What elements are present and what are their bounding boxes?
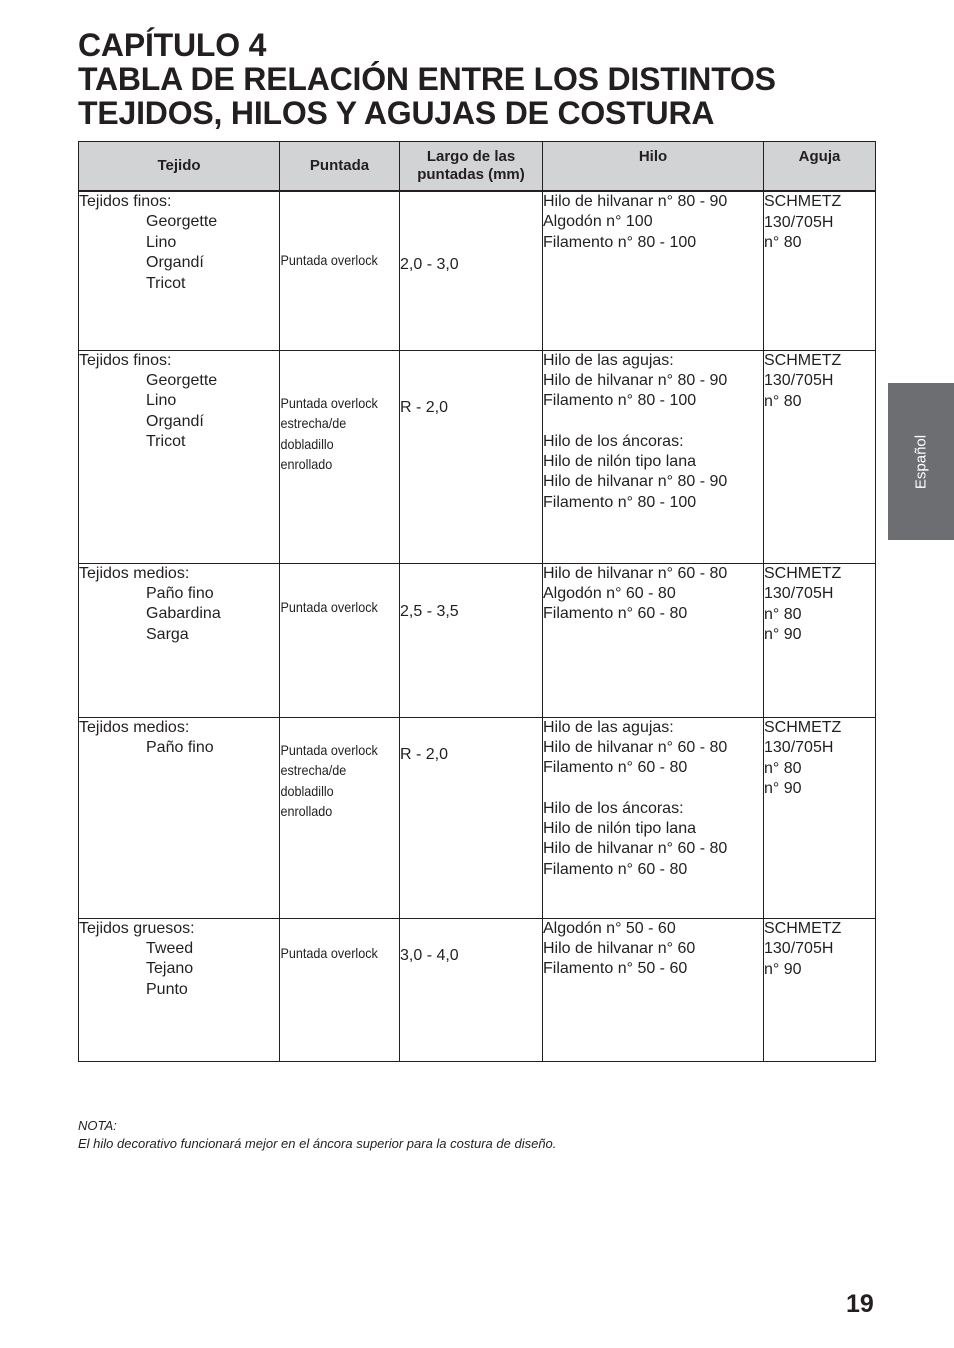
hilo-line: Filamento n° 80 - 100 — [543, 233, 697, 251]
hilo-line: Hilo de hilvanar n° 60 - 80 — [543, 564, 728, 582]
table-row — [79, 350, 876, 563]
puntada-line: dobladillo — [279, 435, 334, 452]
cell-largo — [400, 350, 543, 563]
aguja-line: n° 80 — [764, 234, 802, 251]
tejido-item: Lino — [146, 392, 177, 410]
hilo-line: Hilo de los áncoras: — [543, 432, 684, 450]
hilo-line: Filamento n° 50 - 60 — [543, 960, 688, 978]
tejido-item: Organdí — [146, 254, 204, 272]
aguja-line: SCHMETZ — [764, 919, 842, 937]
largo-value: 2,0 - 3,0 — [400, 256, 459, 273]
chapter-title — [78, 28, 776, 130]
tejido-item: Lino — [146, 233, 177, 251]
tejido-category: Tejidos medios: — [79, 718, 190, 736]
puntada-line: Puntada overlock — [279, 741, 378, 758]
cell-tejido — [79, 918, 280, 1061]
hilo-line: Algodón n° 60 - 80 — [543, 584, 676, 602]
cell-puntada — [280, 563, 388, 717]
note-text: El hilo decorativo funcionará mejor en el áncora superior para la costura de diseño. — [78, 1136, 557, 1151]
aguja-line: 130/705H — [764, 739, 834, 756]
hilo-line: Hilo de hilvanar n° 60 — [543, 939, 696, 957]
hilo-line: Hilo de nilón tipo lana — [543, 819, 696, 837]
hilo-line: Hilo de hilvanar n° 80 - 90 — [543, 371, 728, 389]
cell-aguja — [764, 350, 876, 563]
tejido-category: Tejidos finos: — [79, 351, 172, 369]
hilo-line: Filamento n° 80 - 100 — [543, 493, 697, 511]
largo-value: R - 2,0 — [400, 398, 449, 416]
hilo-line: Hilo de nilón tipo lana — [543, 452, 696, 470]
header-aguja: Aguja — [764, 142, 876, 192]
tejido-item: Sarga — [146, 625, 189, 643]
chapter-title-line-3: TEJIDOS, HILOS Y AGUJAS DE COSTURA — [78, 95, 715, 131]
tejido-item: Paño fino — [146, 738, 214, 756]
hilo-line: Filamento n° 60 - 80 — [543, 605, 688, 623]
hilo-line: Hilo de hilvanar n° 80 - 90 — [543, 193, 728, 210]
cell-largo — [400, 918, 543, 1061]
cell-hilo — [543, 350, 764, 563]
hilo-line: Hilo de las agujas: — [543, 351, 674, 369]
tejido-item: Tricot — [146, 274, 186, 292]
hilo-line: Algodón n° 50 - 60 — [543, 919, 676, 937]
table-body — [79, 191, 876, 1061]
header-tejido: Tejido — [79, 142, 280, 192]
cell-largo — [400, 563, 543, 717]
hilo-line: Algodón n° 100 — [543, 213, 653, 231]
hilo-line: Hilo de hilvanar n° 80 - 90 — [543, 473, 728, 491]
tejido-item: Tweed — [146, 939, 194, 957]
aguja-line: 130/705H — [764, 213, 834, 231]
cell-tejido — [79, 350, 280, 563]
header-puntada: Puntada — [280, 142, 400, 192]
table-row — [79, 717, 876, 918]
puntada-line: estrecha/de — [279, 762, 346, 778]
aguja-line: SCHMETZ — [764, 351, 842, 369]
largo-value: 2,5 - 3,5 — [400, 602, 459, 620]
cell-tejido — [79, 717, 280, 918]
aguja-line: 130/705H — [764, 940, 834, 957]
tejido-category: Tejidos medios: — [79, 564, 190, 582]
cell-hilo — [543, 717, 764, 918]
puntada-line: enrollado — [279, 456, 332, 472]
tejido-item: Organdí — [146, 412, 204, 430]
header-largo — [400, 142, 543, 192]
hilo-line: Hilo de hilvanar n° 60 - 80 — [543, 840, 728, 858]
puntada-line: enrollado — [279, 803, 332, 819]
tejido-category: Tejidos gruesos: — [79, 919, 195, 937]
tejido-item: Punto — [146, 980, 188, 998]
tejido-item: Georgette — [146, 371, 218, 389]
aguja-line: SCHMETZ — [764, 193, 842, 210]
language-side-tab-label: Español — [912, 434, 930, 489]
puntada-line: estrecha/de — [279, 415, 346, 431]
tejido-item: Gabardina — [146, 605, 221, 623]
aguja-line: SCHMETZ — [764, 564, 842, 582]
table-row — [79, 191, 876, 350]
aguja-line: n° 90 — [764, 780, 802, 797]
page-number: 19 — [846, 1290, 874, 1318]
cell-puntada — [280, 191, 388, 350]
table-row — [79, 918, 876, 1061]
aguja-line: n° 90 — [764, 626, 802, 643]
header-largo-line-2: puntadas (mm) — [417, 166, 525, 183]
cell-largo — [400, 717, 543, 918]
hilo-line: Filamento n° 60 - 80 — [543, 860, 688, 878]
hilo-spacer — [543, 411, 763, 431]
aguja-line: n° 90 — [764, 960, 802, 978]
largo-value: 3,0 - 4,0 — [400, 946, 459, 964]
cell-aguja — [764, 191, 876, 350]
cell-hilo — [543, 191, 764, 350]
fabric-thread-needle-table — [78, 141, 876, 1062]
cell-hilo — [543, 563, 764, 717]
chapter-title-line-2: TABLA DE RELACIÓN ENTRE LOS DISTINTOS — [78, 61, 776, 97]
cell-puntada — [280, 918, 388, 1061]
cell-tejido — [79, 563, 280, 717]
largo-value: R - 2,0 — [400, 745, 449, 763]
note-label: NOTA: — [78, 1118, 117, 1133]
hilo-line: Filamento n° 60 - 80 — [543, 759, 688, 777]
puntada-line: Puntada overlock — [279, 252, 378, 268]
puntada-line: Puntada overlock — [279, 394, 378, 411]
tejido-item: Tejano — [146, 960, 194, 978]
aguja-line: SCHMETZ — [764, 718, 842, 736]
hilo-line: Hilo de las agujas: — [543, 718, 674, 736]
cell-hilo — [543, 918, 764, 1061]
puntada-line: Puntada overlock — [279, 944, 378, 961]
hilo-spacer — [543, 778, 763, 798]
cell-aguja — [764, 918, 876, 1061]
header-largo-line-1: Largo de las — [426, 148, 516, 165]
cell-largo — [400, 191, 543, 350]
aguja-line: n° 80 — [764, 392, 802, 410]
chapter-title-line-1: CAPÍTULO 4 — [78, 27, 267, 63]
header-hilo: Hilo — [543, 142, 764, 192]
puntada-line: Puntada overlock — [279, 598, 378, 615]
cell-tejido — [79, 191, 280, 350]
aguja-line: n° 80 — [764, 605, 802, 623]
table-header-row — [79, 142, 876, 192]
table-row — [79, 563, 876, 717]
hilo-line: Hilo de hilvanar n° 60 - 80 — [543, 738, 728, 756]
tejido-item: Georgette — [146, 213, 218, 231]
cell-aguja — [764, 717, 876, 918]
cell-aguja — [764, 563, 876, 717]
hilo-line: Hilo de los áncoras: — [543, 799, 684, 817]
aguja-line: 130/705H — [764, 585, 834, 602]
language-side-tab — [888, 383, 954, 540]
tejido-category: Tejidos finos: — [79, 193, 172, 210]
aguja-line: n° 80 — [764, 759, 802, 777]
note — [78, 1117, 556, 1153]
cell-puntada — [280, 350, 388, 563]
tejido-item: Paño fino — [146, 584, 214, 602]
aguja-line: 130/705H — [764, 372, 834, 389]
cell-puntada — [280, 717, 388, 918]
puntada-line: dobladillo — [279, 782, 334, 799]
tejido-item: Tricot — [146, 433, 186, 451]
hilo-line: Filamento n° 80 - 100 — [543, 392, 697, 410]
